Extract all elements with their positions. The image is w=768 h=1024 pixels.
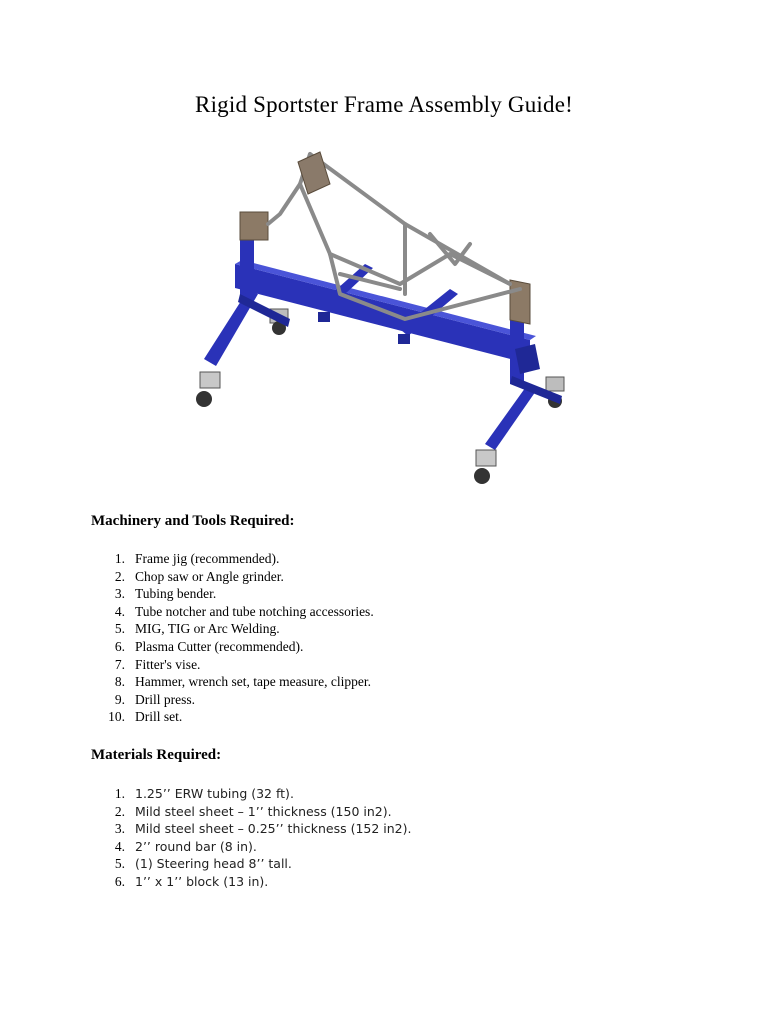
list-item: 7. Fitter's vise. (114, 656, 201, 672)
list-item: 3. Mild steel sheet – 0.25’’ thickness (152 in2). (114, 821, 412, 837)
list-item: 6. 1’’ x 1’’ block (13 in). (114, 873, 269, 889)
list-item: 8. Hammer, wrench set, tape measure, clipper. (114, 674, 371, 690)
list-item: 1. Frame jig (recommended). (114, 551, 280, 566)
list-item: 5. MIG, TIG or Arc Welding. (114, 621, 280, 637)
frame-jig-illustration (190, 144, 580, 494)
list-item: 5. (1) Steering head 8’’ tall. (114, 856, 292, 872)
list-item: 4. Tube notcher and tube notching accessories. (114, 603, 374, 619)
materials-heading: Materials Required: (91, 747, 222, 763)
list-item: 9. Drill press. (114, 691, 195, 707)
caster-wheel (196, 372, 220, 407)
page-title: Rigid Sportster Frame Assembly Guide! (195, 92, 573, 117)
list-item: 3. Tubing bender. (114, 586, 217, 602)
list-item: 4. 2’’ round bar (8 in). (114, 838, 257, 854)
caster-wheel (474, 450, 496, 484)
tools-heading: Machinery and Tools Required: (91, 513, 295, 529)
list-item: 2. Mild steel sheet – 1’’ thickness (150 in2). (114, 803, 392, 819)
list-item: 2. Chop saw or Angle grinder. (114, 568, 284, 584)
list-item: 6. Plasma Cutter (recommended). (114, 638, 304, 654)
materials-list (114, 785, 412, 891)
list-item: 10. Drill set. (108, 709, 183, 725)
tools-list (108, 550, 374, 726)
list-item: 1. 1.25’’ ERW tubing (32 ft). (114, 786, 294, 801)
